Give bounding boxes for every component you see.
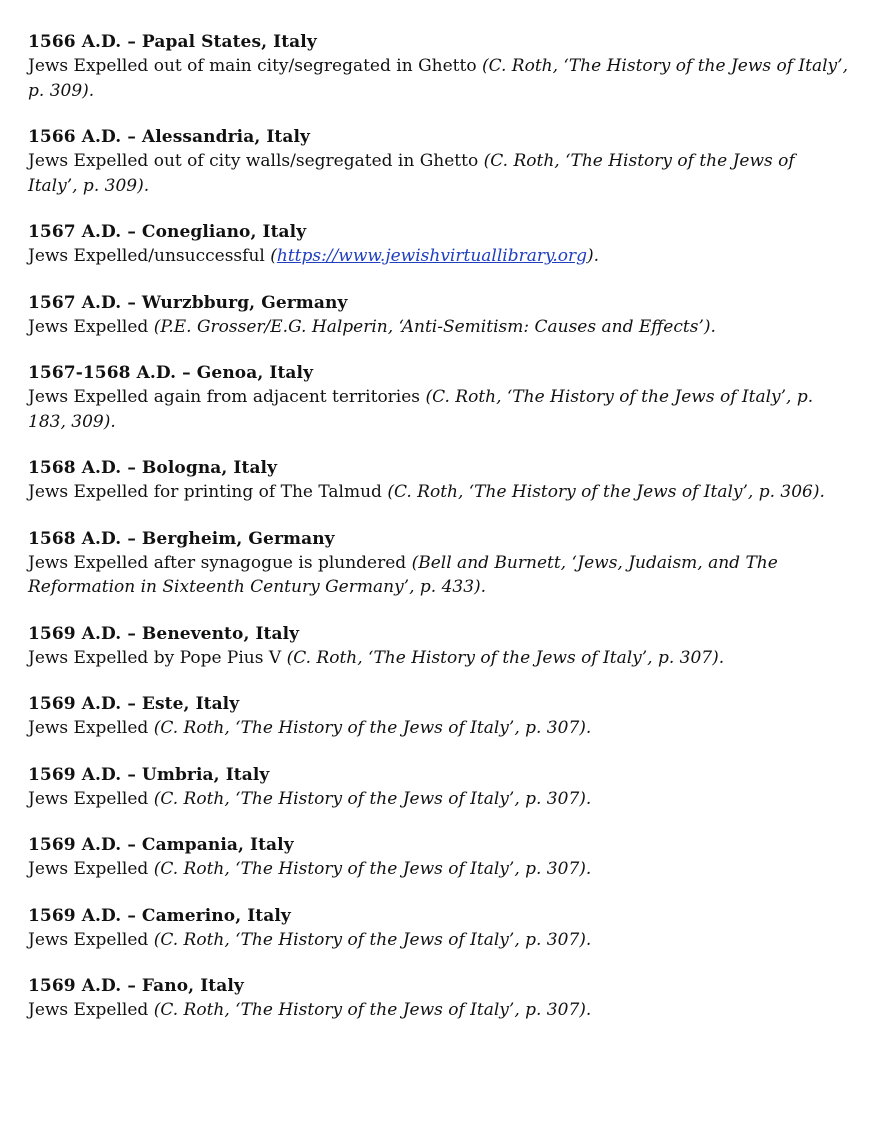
entry-camerino	[28, 904, 848, 953]
entry-genoa	[28, 361, 848, 434]
entry-title: 1569 A.D. – Este, Italy	[28, 694, 240, 714]
entry-body	[28, 54, 848, 103]
citation-open-paren: (	[270, 246, 277, 266]
entry-citation: (C. Roth, ‘The History of the Jews of Italy’, p. 307).	[286, 647, 725, 668]
entry-alessandria	[28, 125, 848, 198]
entry-title: 1568 A.D. – Bergheim, Germany	[28, 528, 335, 549]
document-page	[28, 30, 848, 1045]
entry-body	[28, 998, 848, 1023]
entry-title: 1569 A.D. – Umbria, Italy	[28, 764, 270, 785]
entry-body	[28, 716, 848, 741]
entry-text: Jews Expelled	[28, 788, 154, 809]
entry-citation: (P.E. Grosser/E.G. Halperin, ‘Anti-Semitism: Causes and Effects’).	[153, 316, 716, 337]
entry-title: 1569 A.D. – Campania, Italy	[28, 835, 294, 855]
entry-body	[28, 928, 848, 953]
entry-este	[28, 692, 848, 741]
entry-title: 1569 A.D. – Fano, Italy	[28, 976, 244, 996]
entry-body	[28, 315, 848, 340]
entry-citation: (C. Roth, ‘The History of the Jews of Italy’, p. 307).	[153, 1000, 592, 1020]
entry-text: Jews Expelled	[28, 316, 154, 337]
entry-text: Jews Expelled again from adjacent territories	[28, 387, 426, 407]
entry-citation: (C. Roth, ‘The History of the Jews of Italy’, p. 307).	[153, 788, 592, 809]
entry-text: Jews Expelled	[28, 718, 154, 738]
entry-citation: (C. Roth, ‘The History of the Jews of Italy’, p. 183, 309).	[28, 387, 814, 432]
entry-citation: (C. Roth, ‘The History of the Jews of Italy’, p. 307).	[153, 859, 592, 879]
entry-title: 1567 A.D. – Conegliano, Italy	[28, 222, 307, 242]
entry-campania	[28, 833, 848, 882]
entry-title: 1566 A.D. – Papal States, Italy	[28, 32, 317, 52]
entry-conegliano	[28, 220, 848, 269]
entry-citation: (Bell and Burnett, ‘Jews, Judaism, and The Reformation in Sixteenth Century Germany’, p. 433).	[28, 552, 778, 597]
entry-citation: (C. Roth, ‘The History of the Jews of Italy’, p. 306).	[387, 482, 825, 502]
entry-benevento	[28, 622, 848, 671]
entry-text: Jews Expelled	[28, 929, 154, 950]
entry-body	[28, 480, 848, 505]
entry-fano	[28, 974, 848, 1023]
entry-body	[28, 787, 848, 812]
entry-title: 1569 A.D. – Camerino, Italy	[28, 905, 291, 926]
entry-body	[28, 244, 848, 269]
entry-citation: (C. Roth, ‘The History of the Jews of Italy’, p. 307).	[153, 929, 592, 950]
entry-body	[28, 385, 848, 434]
entry-bologna	[28, 456, 848, 505]
source-link[interactable]: https://www.jewishvirtuallibrary.org	[276, 246, 587, 266]
entry-title: 1566 A.D. – Alessandria, Italy	[28, 127, 311, 147]
entry-text: Jews Expelled for printing of The Talmud	[28, 482, 388, 502]
entry-title: 1569 A.D. – Benevento, Italy	[28, 623, 300, 644]
entry-text: Jews Expelled after synagogue is plundered	[28, 552, 412, 573]
entry-citation: (C. Roth, ‘The History of the Jews of Italy’, p. 307).	[153, 718, 592, 738]
entry-citation: (C. Roth, ‘The History of the Jews of Italy’, p. 309).	[28, 151, 795, 196]
entry-title: 1567 A.D. – Wurzbburg, Germany	[28, 292, 348, 313]
entry-text: Jews Expelled	[28, 1000, 154, 1020]
entry-citation: (C. Roth, ‘The History of the Jews of Italy’, p. 309).	[28, 56, 848, 101]
entry-body	[28, 646, 848, 671]
entry-body	[28, 551, 848, 600]
citation-close-paren: ).	[586, 246, 600, 266]
entry-text: Jews Expelled out of main city/segregated in Ghetto	[28, 56, 482, 76]
entry-wurzbburg	[28, 291, 848, 340]
entry-bergheim	[28, 527, 848, 600]
entry-body	[28, 149, 848, 198]
entry-title: 1567-1568 A.D. – Genoa, Italy	[28, 363, 314, 383]
entry-umbria	[28, 763, 848, 812]
entry-text: Jews Expelled out of city walls/segregated in Ghetto	[28, 151, 484, 171]
entry-title: 1568 A.D. – Bologna, Italy	[28, 458, 278, 478]
entry-body	[28, 857, 848, 882]
entry-text: Jews Expelled	[28, 859, 154, 879]
entry-text: Jews Expelled by Pope Pius V	[28, 647, 287, 668]
entry-papal-states	[28, 30, 848, 103]
entry-text: Jews Expelled/unsuccessful	[28, 246, 271, 266]
